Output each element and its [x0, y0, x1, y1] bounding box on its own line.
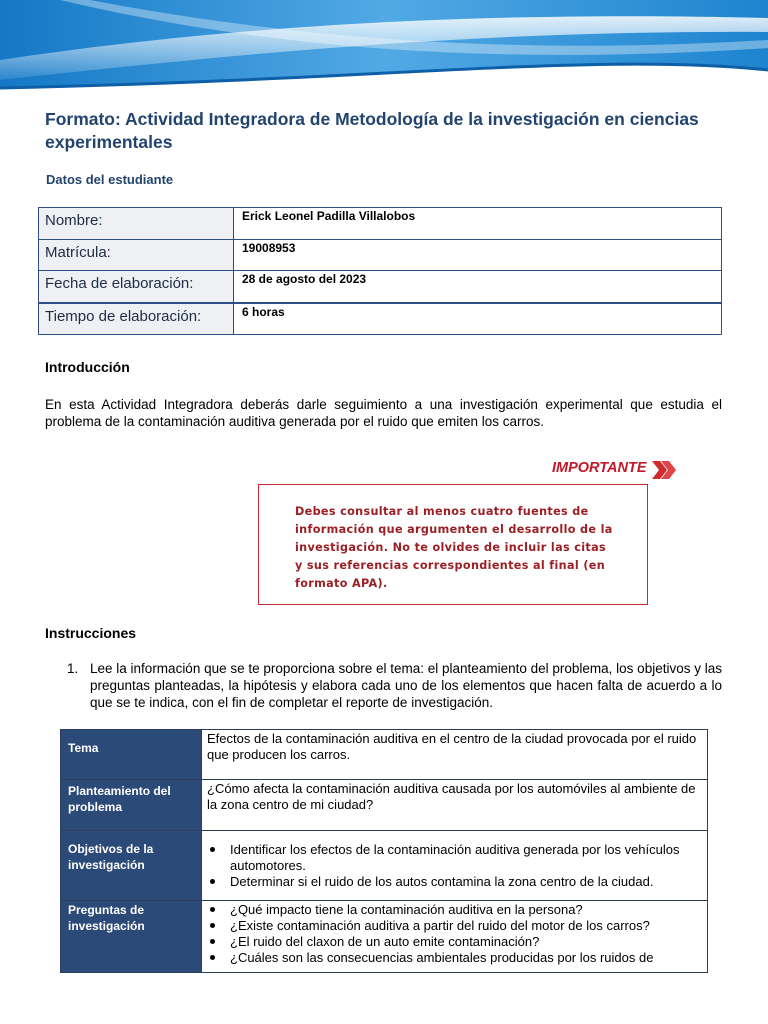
research-table [60, 729, 708, 973]
instruction-item [67, 660, 722, 711]
student-data-table [38, 207, 722, 335]
student-name-label: Nombre: [39, 208, 234, 240]
student-id-label: Matrícula: [39, 239, 234, 271]
table-row [61, 901, 708, 973]
date-label: Fecha de elaboración: [39, 271, 234, 303]
intro-heading: Introducción [45, 359, 130, 375]
instructions-heading: Instrucciones [45, 625, 137, 641]
duration-value: 6 horas [234, 303, 722, 335]
double-chevron-right-icon [650, 458, 678, 482]
list-item: ¿Qué impacto tiene la contaminación auditiva en la persona? [230, 902, 703, 918]
objectives-cell [202, 831, 708, 901]
questions-label: Preguntas de investigación [61, 901, 202, 973]
instruction-text: Lee la información que se te proporciona sobre el tema: el planteamiento del problema, los objetivos y las preguntas planteadas, la hipótesis y elabora cada uno de los elementos que hacen falta de acuerdo a lo que se te indica, con el fin de completar el reporte de investigación. [90, 661, 722, 710]
table-row [39, 303, 722, 335]
table-row [39, 239, 722, 271]
header-banner [0, 0, 768, 96]
list-item: ¿Cuáles son las consecuencias ambientales producidas por los ruidos de [230, 950, 703, 966]
intro-paragraph: En esta Actividad Integradora deberás darle seguimiento a una investigación experimental que estudia el problema de la contaminación auditiva generada por el ruido que emiten los carros. [45, 397, 722, 429]
instruction-number: 1. [67, 661, 79, 676]
important-callout [258, 484, 648, 605]
student-data-heading: Datos del estudiante [46, 172, 174, 187]
table-row [39, 208, 722, 240]
topic-label: Tema [61, 730, 202, 780]
list-item: ¿Existe contaminación auditiva a partir del ruido del motor de los carros? [230, 918, 703, 934]
problem-value: ¿Cómo afecta la contaminación auditiva causada por los automóviles al ambiente de la zona centro de mi ciudad? [202, 780, 708, 831]
table-row [61, 730, 708, 780]
questions-list [207, 902, 703, 966]
table-row [39, 271, 722, 303]
questions-cell [202, 901, 708, 973]
duration-label: Tiempo de elaboración: [39, 303, 234, 335]
list-item: ¿El ruido del claxon de un auto emite contaminación? [230, 934, 703, 950]
list-item: Identificar los efectos de la contaminación auditiva generada por los vehículos automotores. [230, 842, 703, 874]
objectives-label: Objetivos de la investigación [61, 831, 202, 901]
date-value: 28 de agosto del 2023 [234, 271, 722, 303]
objectives-list [207, 842, 703, 890]
list-item: Determinar si el ruido de los autos contamina la zona centro de la ciudad. [230, 874, 703, 890]
important-text: Debes consultar al menos cuatro fuentes de información que argumenten el desarrollo de la investigación. No te olvides de incluir las citas y sus referencias correspondientes al final (en formato APA). [295, 505, 613, 590]
table-row [61, 780, 708, 831]
important-label: IMPORTANTE [552, 460, 647, 476]
topic-value: Efectos de la contaminación auditiva en el centro de la ciudad provocada por el ruido que producen los carros. [202, 730, 708, 780]
student-name-value: Erick Leonel Padilla Villalobos [234, 208, 722, 240]
document-title: Formato: Actividad Integradora de Metodología de la investigación en ciencias experimentales [45, 109, 699, 152]
student-id-value: 19008953 [234, 239, 722, 271]
table-row [61, 831, 708, 901]
problem-label: Planteamiento del problema [61, 780, 202, 831]
